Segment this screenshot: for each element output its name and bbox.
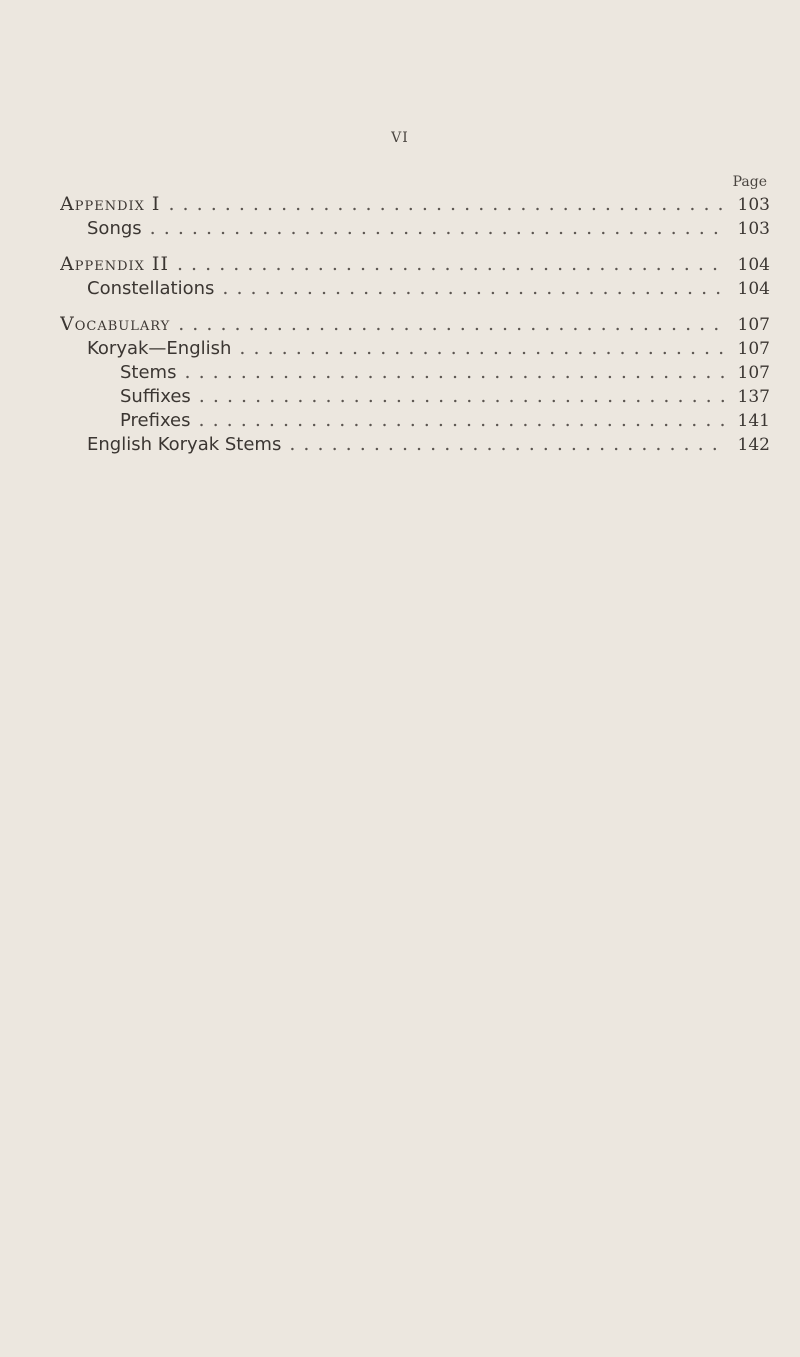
dot-leader bbox=[160, 192, 724, 216]
table-of-contents bbox=[60, 192, 770, 456]
toc-entry-page: 104 bbox=[737, 279, 770, 299]
dot-leader bbox=[170, 312, 724, 336]
dot-leader bbox=[231, 336, 724, 360]
toc-entry-label: Appendix II bbox=[60, 253, 169, 275]
toc-entry-label: Suffixes bbox=[120, 386, 191, 407]
toc-entry-suffixes[interactable] bbox=[60, 384, 770, 408]
toc-entry-appendix-1[interactable] bbox=[60, 192, 770, 216]
toc-entry-page: 107 bbox=[737, 315, 770, 335]
toc-entry-label: Constellations bbox=[87, 278, 215, 299]
toc-entry-page: 142 bbox=[737, 435, 770, 455]
toc-entry-songs[interactable] bbox=[60, 216, 770, 240]
page-column-header: Page bbox=[732, 174, 767, 190]
toc-entry-constellations[interactable] bbox=[60, 276, 770, 300]
toc-entry-page: 107 bbox=[737, 339, 770, 359]
dot-leader bbox=[281, 432, 724, 456]
dot-leader bbox=[169, 252, 724, 276]
dot-leader bbox=[142, 216, 724, 240]
toc-entry-koryak-english[interactable] bbox=[60, 336, 770, 360]
toc-entry-label: Koryak—English bbox=[87, 338, 232, 359]
toc-entry-prefixes[interactable] bbox=[60, 408, 770, 432]
toc-entry-appendix-2[interactable] bbox=[60, 252, 770, 276]
dot-leader bbox=[191, 408, 724, 432]
toc-entry-label: Vocabulary bbox=[60, 313, 171, 335]
toc-entry-english-koryak-stems[interactable] bbox=[60, 432, 770, 456]
toc-entry-label: Songs bbox=[87, 218, 142, 239]
toc-entry-label: English Koryak Stems bbox=[87, 434, 282, 455]
toc-entry-page: 137 bbox=[737, 387, 770, 407]
toc-entry-page: 141 bbox=[737, 411, 770, 431]
toc-entry-page: 103 bbox=[737, 219, 770, 239]
dot-leader bbox=[191, 384, 724, 408]
toc-entry-vocabulary[interactable] bbox=[60, 312, 770, 336]
dot-leader bbox=[214, 276, 724, 300]
toc-entry-stems[interactable] bbox=[60, 360, 770, 384]
dot-leader bbox=[176, 360, 724, 384]
toc-entry-label: Prefixes bbox=[120, 410, 191, 431]
toc-entry-page: 104 bbox=[737, 255, 770, 275]
toc-entry-page: 103 bbox=[737, 195, 770, 215]
toc-entry-label: Stems bbox=[120, 362, 177, 383]
page-number: VI bbox=[391, 130, 409, 146]
toc-entry-page: 107 bbox=[737, 363, 770, 383]
toc-entry-label: Appendix I bbox=[60, 193, 161, 215]
